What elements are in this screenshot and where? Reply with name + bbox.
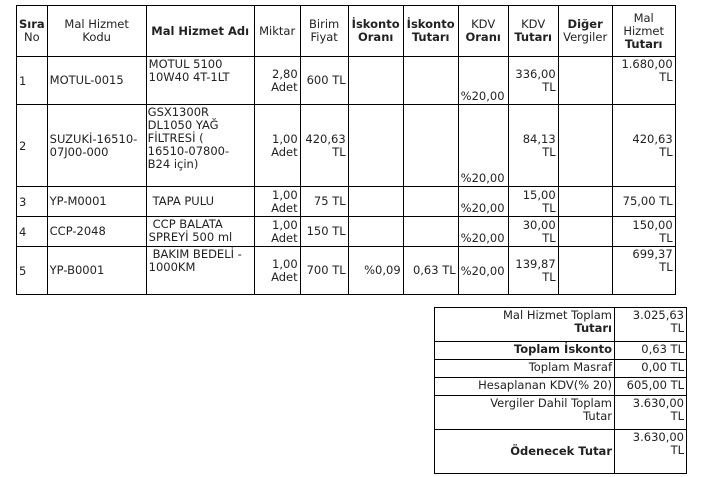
cell-diger [558, 57, 612, 105]
cell-kod: MOTUL-0015 [47, 57, 146, 105]
table-row [17, 247, 676, 295]
cell-kod: YP-B0001 [47, 247, 146, 295]
cell-birim-fiyat: 75 TL [300, 187, 348, 217]
cell-sira: 3 [17, 187, 48, 217]
header-diger-vergiler: Diğer Vergiler [558, 6, 612, 57]
cell-iskonto-tutari: 0,63 TL [403, 247, 458, 295]
totals-row-odenecek [435, 430, 687, 474]
totals-label: Vergiler Dahil Toplam Tutar [435, 396, 615, 430]
totals-row-masraf [435, 360, 687, 378]
table-row [17, 105, 676, 187]
totals-value: 0,63 TL [615, 342, 687, 360]
cell-kdv-tutari: 139,87 TL [508, 247, 558, 295]
cell-birim-fiyat: 700 TL [300, 247, 348, 295]
cell-iskonto-orani: %0,09 [348, 247, 403, 295]
cell-tutar: 420,63 TL [612, 105, 675, 187]
header-miktar: Miktar [254, 6, 300, 57]
table-row [17, 217, 676, 247]
table-row [17, 187, 676, 217]
cell-sira: 2 [17, 105, 48, 187]
cell-iskonto-tutari [403, 57, 458, 105]
invoice-items-table [16, 5, 676, 295]
cell-tutar: 1.680,00 TL [612, 57, 675, 105]
cell-kdv-orani: %20,00 [458, 57, 508, 105]
cell-kdv-tutari: 30,00 TL [508, 217, 558, 247]
header-birim-fiyat: Birim Fiyat [300, 6, 348, 57]
cell-birim-fiyat: 600 TL [300, 57, 348, 105]
header-iskonto-tutari: İskonto Tutarı [403, 6, 458, 57]
cell-iskonto-tutari [403, 217, 458, 247]
cell-diger [558, 187, 612, 217]
cell-kod: SUZUKİ-16510- 07J00-000 [47, 105, 146, 187]
totals-value: 605,00 TL [615, 378, 687, 396]
cell-miktar: 2,80 Adet [254, 57, 300, 105]
header-sira: Sıra No [17, 6, 48, 57]
cell-kod: YP-M0001 [47, 187, 146, 217]
cell-birim-fiyat: 420,63 TL [300, 105, 348, 187]
cell-kdv-orani: %20,00 [458, 247, 508, 295]
totals-row-vergiler-dahil [435, 396, 687, 430]
cell-adi: CCP BALATA SPREYİ 500 ml [146, 217, 254, 247]
cell-diger [558, 247, 612, 295]
totals-value: 3.630,00 TL [615, 430, 687, 474]
cell-sira: 1 [17, 57, 48, 105]
cell-sira: 4 [17, 217, 48, 247]
cell-miktar: 1,00 Adet [254, 187, 300, 217]
cell-iskonto-orani [348, 217, 403, 247]
totals-table [434, 307, 687, 474]
cell-miktar: 1,00 Adet [254, 217, 300, 247]
header-mal-hizmet-tutari: Mal Hizmet Tutarı [612, 6, 675, 57]
cell-adi: TAPA PULU [146, 187, 254, 217]
cell-birim-fiyat: 150 TL [300, 217, 348, 247]
cell-tutar: 699,37 TL [612, 247, 675, 295]
totals-label: Toplam Masraf [435, 360, 615, 378]
cell-kod: CCP-2048 [47, 217, 146, 247]
cell-miktar: 1,00 Adet [254, 105, 300, 187]
cell-adi: BAKIM BEDELİ - 1000KM [146, 247, 254, 295]
cell-diger [558, 105, 612, 187]
cell-kdv-tutari: 84,13 TL [508, 105, 558, 187]
cell-sira: 5 [17, 247, 48, 295]
cell-miktar: 1,00 Adet [254, 247, 300, 295]
cell-tutar: 75,00 TL [612, 187, 675, 217]
cell-kdv-orani: %20,00 [458, 187, 508, 217]
cell-iskonto-orani [348, 105, 403, 187]
totals-label: Toplam İskonto [435, 342, 615, 360]
cell-kdv-tutari: 15,00 TL [508, 187, 558, 217]
cell-tutar: 150,00 TL [612, 217, 675, 247]
cell-adi: GSX1300R DL1050 YAĞ FİLTRESİ ( 16510-07800- B24 için) [146, 105, 254, 187]
cell-iskonto-orani [348, 187, 403, 217]
cell-adi: MOTUL 5100 10W40 4T-1LT [146, 57, 254, 105]
table-row [17, 57, 676, 105]
cell-diger [558, 217, 612, 247]
totals-label: Hesaplanan KDV(% 20) [435, 378, 615, 396]
totals-label: Ödenecek Tutar [435, 430, 615, 474]
header-kdv-orani: KDV Oranı [458, 6, 508, 57]
totals-value: 3.025,63 TL [615, 308, 687, 342]
totals-row-iskonto [435, 342, 687, 360]
header-mal-hizmet-kodu: Mal Hizmet Kodu [47, 6, 146, 57]
cell-kdv-orani: %20,00 [458, 217, 508, 247]
totals-label: Mal Hizmet Toplam Tutarı [435, 308, 615, 342]
cell-kdv-orani: %20,00 [458, 105, 508, 187]
totals-value: 3.630,00 TL [615, 396, 687, 430]
totals-row-mal-hizmet-toplam [435, 308, 687, 342]
header-mal-hizmet-adi: Mal Hizmet Adı [146, 6, 254, 57]
cell-kdv-tutari: 336,00 TL [508, 57, 558, 105]
cell-iskonto-orani [348, 57, 403, 105]
cell-iskonto-tutari [403, 187, 458, 217]
header-iskonto-orani: İskonto Oranı [348, 6, 403, 57]
cell-iskonto-tutari [403, 105, 458, 187]
header-kdv-tutari: KDV Tutarı [508, 6, 558, 57]
table-header-row [17, 6, 676, 57]
totals-value: 0,00 TL [615, 360, 687, 378]
totals-row-kdv [435, 378, 687, 396]
